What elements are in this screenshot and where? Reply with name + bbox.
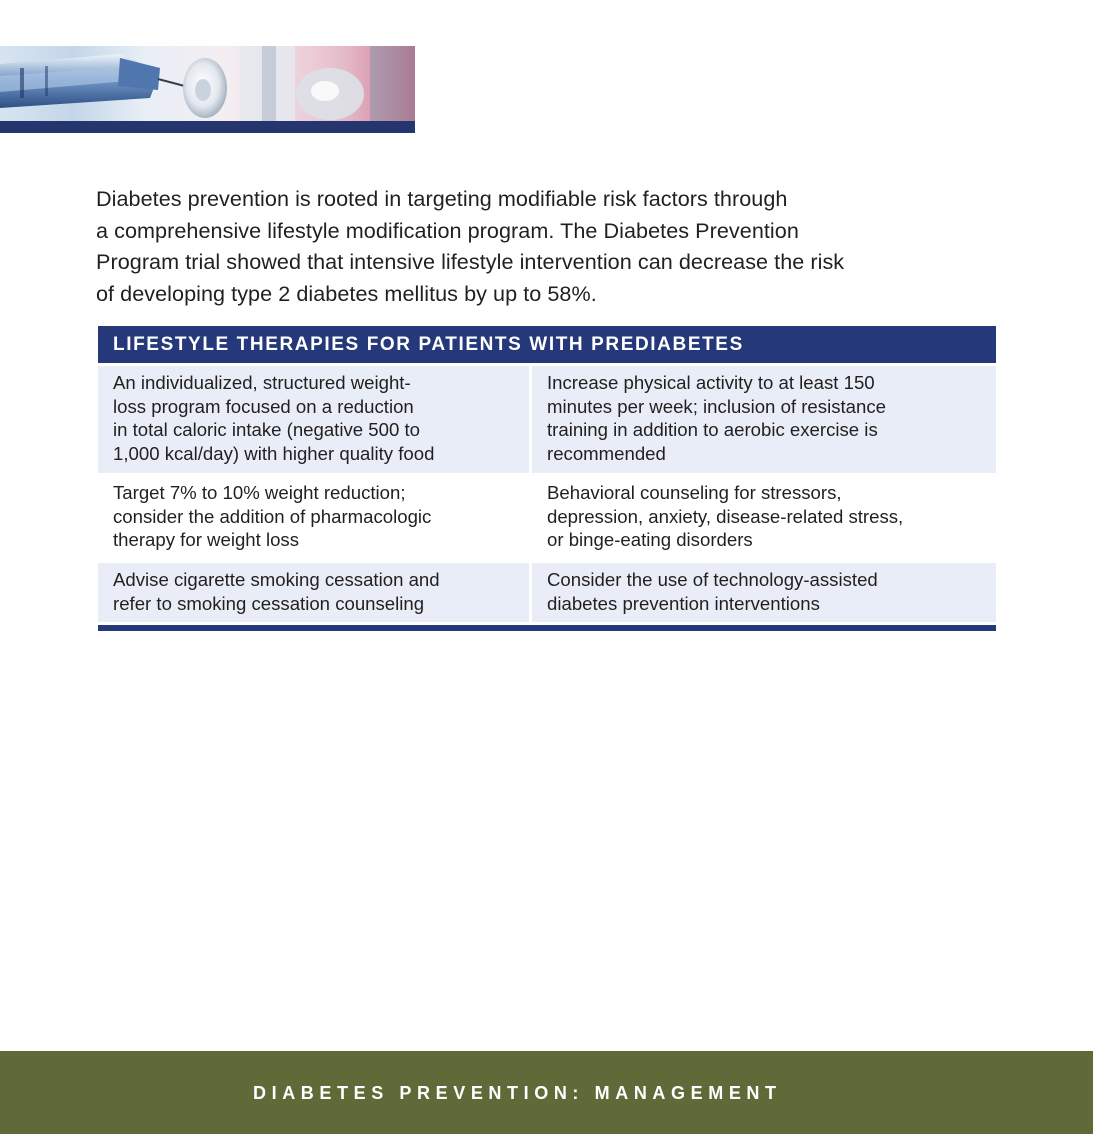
table-cell-behavioral-counseling xyxy=(532,476,996,560)
lifestyle-therapies-table xyxy=(98,326,996,631)
table-row xyxy=(98,366,996,473)
syringe-illustration xyxy=(0,46,415,121)
cell-line: An individualized, structured weight- xyxy=(113,372,411,393)
cell-line: Target 7% to 10% weight reduction; xyxy=(113,482,406,503)
table-cell-smoking-cessation xyxy=(98,563,529,622)
cell-line: minutes per week; inclusion of resistance xyxy=(547,395,886,417)
table-title: LIFESTYLE THERAPIES FOR PATIENTS WITH PREDIABETES xyxy=(98,326,996,363)
syringe-vial-image xyxy=(0,46,415,121)
table-row xyxy=(98,563,996,622)
cell-line: in total caloric intake (negative 500 to xyxy=(113,419,420,440)
cell-line: Increase physical activity to at least 150 xyxy=(547,372,875,393)
cell-line: refer to smoking cessation counseling xyxy=(113,592,425,614)
cell-line: 1,000 kcal/day) with higher quality food xyxy=(113,442,435,464)
cell-line: consider the addition of pharmacologic xyxy=(113,505,432,527)
table-cell-weight-loss-program xyxy=(98,366,529,473)
cell-line: diabetes prevention interventions xyxy=(547,592,820,614)
cell-line: depression, anxiety, disease-related stress, xyxy=(547,505,904,527)
header-banner xyxy=(0,46,415,133)
banner-underline-bar xyxy=(0,121,415,133)
table-cell-physical-activity xyxy=(532,366,996,473)
cell-line: or binge-eating disorders xyxy=(547,529,753,550)
table-cell-weight-reduction-target xyxy=(98,476,529,560)
cell-line: recommended xyxy=(547,442,666,464)
intro-line: Diabetes prevention is rooted in targeting modifiable risk factors through xyxy=(96,186,788,211)
footer-section-title: DIABETES PREVENTION: MANAGEMENT xyxy=(253,1083,782,1103)
cell-line: Consider the use of technology-assisted xyxy=(547,569,878,590)
cell-line: training in addition to aerobic exercise is xyxy=(547,419,878,440)
intro-line: a comprehensive lifestyle modification program. The Diabetes Prevention xyxy=(96,217,799,243)
table-row xyxy=(98,476,996,560)
table-bottom-rule xyxy=(98,625,996,631)
cell-line: Advise cigarette smoking cessation and xyxy=(113,569,440,590)
intro-line: Program trial showed that intensive lifestyle intervention can decrease the risk xyxy=(96,249,845,274)
table-cell-technology-assisted xyxy=(532,563,996,622)
intro-paragraph xyxy=(96,183,1006,309)
cell-line: loss program focused on a reduction xyxy=(113,395,414,417)
intro-line: of developing type 2 diabetes mellitus by up to 58%. xyxy=(96,280,597,306)
cell-line: therapy for weight loss xyxy=(113,529,300,550)
cell-line: Behavioral counseling for stressors, xyxy=(547,482,842,503)
